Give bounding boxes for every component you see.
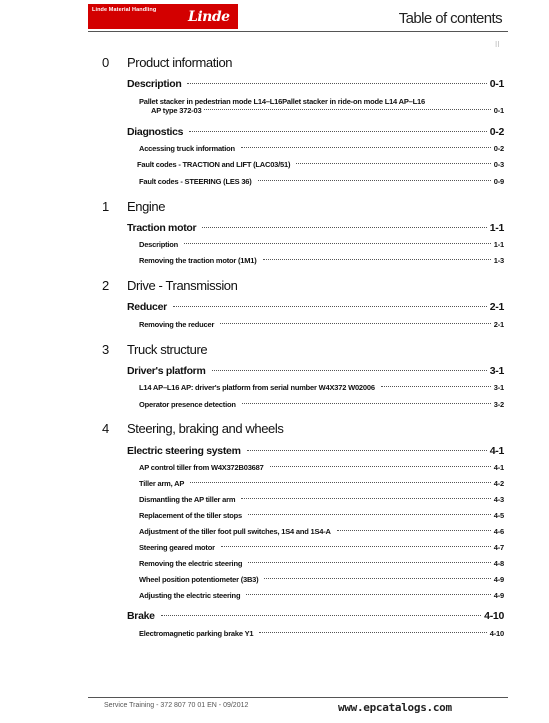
leader-dots (204, 109, 490, 110)
leader-dots (337, 530, 491, 531)
toc-entry-removing-steering[interactable] (139, 559, 504, 568)
toc-entry-steering-motor[interactable] (139, 543, 504, 552)
chapter-title: Engine (127, 199, 166, 214)
toc-entry-brake[interactable] (127, 610, 504, 622)
leader-dots (248, 562, 491, 563)
company-name: Linde Material Handling (92, 7, 157, 13)
leader-dots (263, 259, 491, 260)
toc-page: 3-2 (493, 400, 504, 409)
toc-page: 1-1 (493, 240, 504, 249)
chapter-title: Drive - Transmission (127, 278, 238, 293)
chapter-number: 3 (102, 342, 109, 357)
toc-label: Traction motor (127, 222, 199, 234)
toc-entry-operator-presence[interactable] (139, 400, 504, 409)
toc-entry-drivers-platform[interactable] (127, 365, 504, 377)
toc-entry-pallet-stacker[interactable] (139, 97, 504, 115)
toc-page: 0-9 (493, 177, 504, 186)
leader-dots (296, 163, 490, 164)
toc-label: Brake (127, 610, 158, 622)
toc-page: 0-1 (493, 106, 504, 115)
leader-dots (184, 243, 491, 244)
leader-dots (220, 323, 491, 324)
toc-page: 0-1 (489, 78, 504, 90)
toc-page: 4-6 (493, 527, 504, 536)
toc-entry-accessing[interactable] (139, 144, 504, 153)
toc-label: L14 AP–L16 AP: driver's platform from serial number W4X372 W02006 (139, 383, 378, 392)
toc-label: Tiller arm, AP (139, 479, 187, 488)
page-title: Table of contents (398, 10, 502, 27)
toc-entry-electric-steering[interactable] (127, 445, 504, 457)
toc-label: Adjustment of the tiller foot pull switches, 1S4 and 1S4-A (139, 527, 334, 536)
leader-dots (173, 306, 487, 307)
toc-label: Replacement of the tiller stops (139, 511, 245, 520)
brand-banner (88, 4, 238, 29)
toc-label: Steering geared motor (139, 543, 218, 552)
toc-label: Description (127, 78, 184, 90)
toc-entry-traction-motor[interactable] (127, 222, 504, 234)
toc-page: 3-1 (489, 365, 504, 377)
leader-dots (202, 227, 486, 228)
toc-label: Electromagnetic parking brake Y1 (139, 629, 256, 638)
toc-label-continued: AP type 372-03 (151, 106, 202, 115)
toc-entry-reducer[interactable] (127, 301, 504, 313)
chapter-number: 1 (102, 199, 109, 214)
leader-dots (212, 370, 487, 371)
leader-dots (161, 615, 481, 616)
toc-label: Accessing truck information (139, 144, 238, 153)
toc-page: 3-1 (493, 383, 504, 392)
toc-page: 4-9 (493, 591, 504, 600)
toc-label: Removing the traction motor (1M1) (139, 256, 260, 265)
footer-divider (88, 697, 508, 698)
leader-dots (248, 514, 491, 515)
toc-page: 4-1 (489, 445, 504, 457)
toc-label: Diagnostics (127, 126, 186, 138)
toc-label: Fault codes - TRACTION and LIFT (LAC03/51) (137, 160, 293, 169)
toc-label: Removing the reducer (139, 320, 217, 329)
leader-dots (381, 386, 491, 387)
leader-dots (258, 180, 491, 181)
toc-label: Electric steering system (127, 445, 244, 457)
chapter-title: Truck structure (127, 342, 208, 357)
toc-page: 4-9 (493, 575, 504, 584)
toc-page: 4-3 (493, 495, 504, 504)
toc-entry-ap-tiller[interactable] (139, 463, 504, 472)
toc-entry-dismantling[interactable] (139, 495, 504, 504)
toc-label: Pallet stacker in pedestrian mode L14–L16Pallet stacker in ride-on mode L14 AP–L16 (139, 97, 425, 106)
toc-entry-removing-traction-motor[interactable] (139, 256, 504, 265)
chapter-title: Product information (127, 55, 233, 70)
toc-label: Fault codes - STEERING (LES 36) (139, 177, 255, 186)
toc-page: 4-10 (484, 610, 504, 622)
leader-dots (190, 482, 491, 483)
toc-entry-wheel-potentiometer[interactable] (139, 575, 504, 584)
toc-entry-diagnostics[interactable] (127, 126, 504, 138)
watermark: www.epcatalogs.com (338, 701, 452, 714)
chapter-title: Steering, braking and wheels (127, 421, 284, 436)
leader-dots (241, 498, 490, 499)
leader-dots (270, 466, 491, 467)
footer-text: Service Training - 372 807 70 01 EN - 09/2012 (104, 702, 249, 709)
toc-label: Reducer (127, 301, 170, 313)
linde-logo: Linde (188, 9, 230, 25)
toc-page: 1-1 (489, 222, 504, 234)
page-marker: II (495, 40, 500, 49)
toc-page: 0-3 (493, 160, 504, 169)
toc-page: 4-7 (493, 543, 504, 552)
toc-label: Driver's platform (127, 365, 209, 377)
leader-dots (246, 594, 490, 595)
toc-entry-fault-traction[interactable] (137, 160, 504, 169)
toc-label: AP control tiller from W4X372B03687 (139, 463, 267, 472)
toc-label: Description (139, 240, 181, 249)
toc-page: 0-2 (493, 144, 504, 153)
toc-entry-adjustment[interactable] (139, 527, 504, 536)
leader-dots (264, 578, 490, 579)
leader-dots (241, 147, 491, 148)
toc-entry-tiller-arm[interactable] (139, 479, 504, 488)
toc-page: 0-2 (489, 126, 504, 138)
chapter-number: 4 (102, 421, 109, 436)
toc-page: 4-8 (493, 559, 504, 568)
toc-page: 4-5 (493, 511, 504, 520)
toc-page: 2-1 (489, 301, 504, 313)
toc-entry-l14-platform[interactable] (139, 383, 504, 392)
toc-page: 4-10 (489, 629, 504, 638)
leader-dots (189, 131, 487, 132)
toc-entry-adjusting-steering[interactable] (139, 591, 504, 600)
toc-entry-tm-description[interactable] (139, 240, 504, 249)
toc-entry-fault-steering[interactable] (139, 177, 504, 186)
chapter-number: 2 (102, 278, 109, 293)
toc-page: 2-1 (493, 320, 504, 329)
toc-page: 1-3 (493, 256, 504, 265)
page-header (88, 4, 508, 32)
leader-dots (221, 546, 491, 547)
toc-entry-replacement[interactable] (139, 511, 504, 520)
toc-label: Operator presence detection (139, 400, 239, 409)
toc-entry-removing-reducer[interactable] (139, 320, 504, 329)
leader-dots (187, 83, 486, 84)
toc-page: 4-2 (493, 479, 504, 488)
toc-entry-em-brake[interactable] (139, 629, 504, 638)
leader-dots (259, 632, 486, 633)
toc-label: Wheel position potentiometer (3B3) (139, 575, 261, 584)
chapter-number: 0 (102, 55, 109, 70)
toc-page: 4-1 (493, 463, 504, 472)
toc-entry-description[interactable] (127, 78, 504, 90)
toc-label: Dismantling the AP tiller arm (139, 495, 238, 504)
leader-dots (242, 403, 491, 404)
leader-dots (247, 450, 487, 451)
toc-label: Removing the electric steering (139, 559, 245, 568)
toc-label: Adjusting the electric steering (139, 591, 243, 600)
